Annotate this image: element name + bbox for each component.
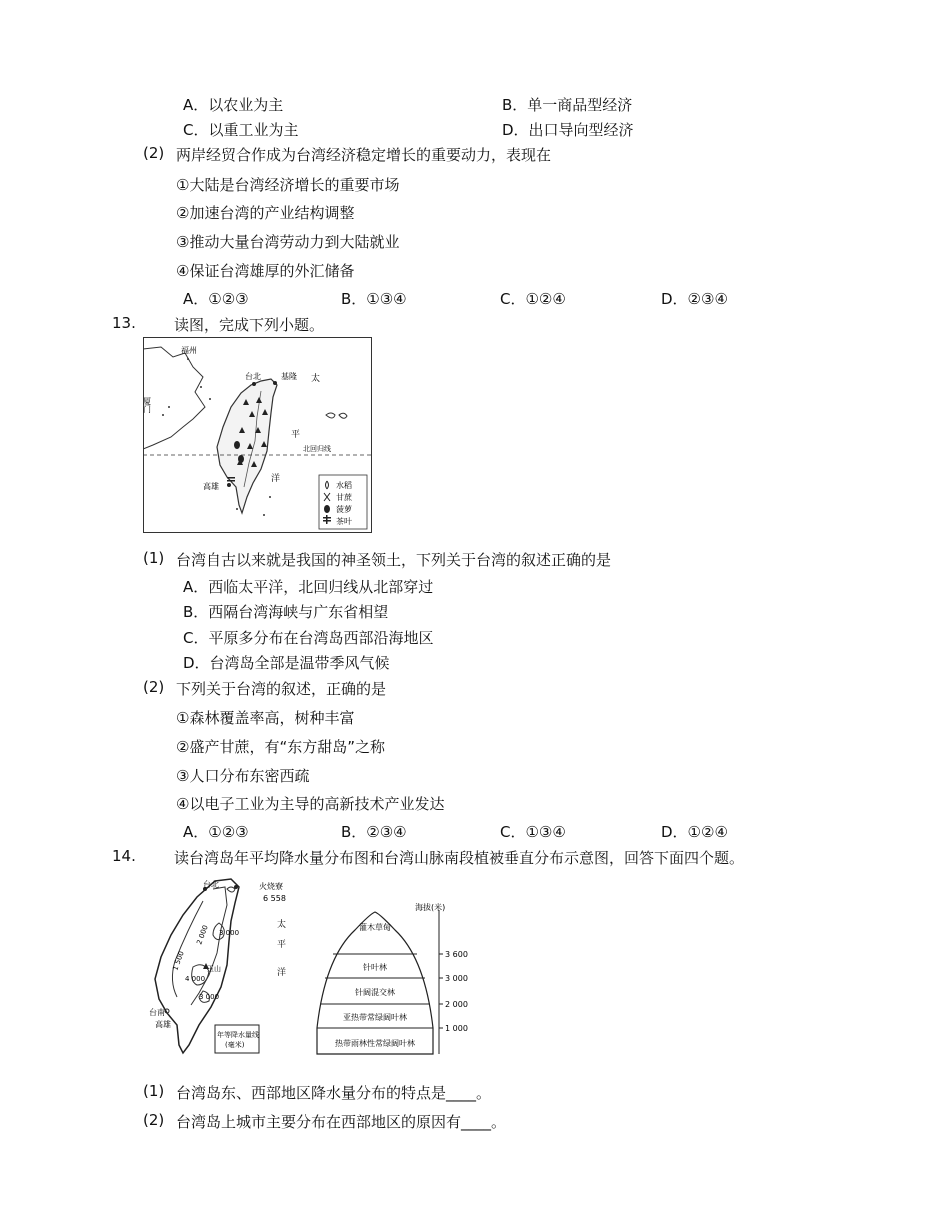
q14-stem: 读台湾岛年平均降水量分布图和台湾山脉南段植被垂直分布示意图，回答下面四个题。 <box>174 849 745 867</box>
legend-tea: 茶叶 <box>336 517 352 526</box>
veg-zone-shrub-meadow: 灌木草甸 <box>359 923 391 932</box>
q14-sub1-stem: 台湾岛东、西部地区降水量分布的特点是____。 <box>176 1084 492 1102</box>
q12-sub2-item-3: ③推动大量台湾劳动力到大陆就业 <box>176 233 400 251</box>
q13-sub1-stem: 台湾自古以来就是我国的神圣领土，下列关于台湾的叙述正确的是 <box>176 551 612 569</box>
precip-label-huoshaoliao: 火烧寮 <box>259 882 283 891</box>
q13-sub2-option-c: C．①③④ <box>500 823 566 841</box>
precip-label-ping: 平 <box>277 940 287 950</box>
vegetation-zone-diagram <box>315 898 480 1058</box>
iso-label-1500: 1 500 <box>171 950 186 972</box>
q12-sub2-option-a: A．①②③ <box>183 290 249 308</box>
q13-sub1-option-a: A．西临太平洋，北回归线从北部穿过 <box>183 578 434 596</box>
q13-sub2-item-2: ②盛产甘蔗，有“东方甜岛”之称 <box>176 738 385 756</box>
q13-sub2-option-b: B．②③④ <box>341 823 407 841</box>
veg-tick-3600: 3 600 <box>445 950 468 959</box>
precip-legend <box>215 1025 259 1053</box>
precip-label-huoshaoliao-value: 6 558 <box>263 894 286 903</box>
q12-sub2-stem: 两岸经贸合作成为台湾经济稳定增长的重要动力，表现在 <box>176 146 552 164</box>
iso-label-2000: 2 000 <box>195 924 210 946</box>
q13-sub1-option-b: B．西隔台湾海峡与广东省相望 <box>183 603 389 621</box>
q13-sub2-item-1: ①森林覆盖率高，树种丰富 <box>176 709 355 727</box>
legend-pineapple: 菠萝 <box>336 505 352 514</box>
q14-number: 14. <box>112 847 136 865</box>
q12-sub2-item-1: ①大陆是台湾经济增长的重要市场 <box>176 176 400 194</box>
q13-number: 13. <box>112 314 136 332</box>
map-label-jilong: 基隆 <box>281 372 297 381</box>
q13-sub1-option-d: D．台湾岛全部是温带季风气候 <box>183 654 390 672</box>
veg-zone-tropical: 热带雨林性常绿阔叶林 <box>335 1039 415 1048</box>
iso-label-4000: 4 000 <box>185 975 206 983</box>
q13-sub1-number: (1) <box>143 549 165 567</box>
precip-label-gaoxiong: 高雄 <box>155 1020 171 1029</box>
precip-label-yushan: 玉山 <box>207 965 221 973</box>
q13-stem: 读图，完成下列小题。 <box>174 316 325 334</box>
q12-option-d: D．出口导向型经济 <box>502 121 634 139</box>
q12-sub2-item-4: ④保证台湾雄厚的外汇储备 <box>176 262 355 280</box>
q13-sub2-number: (2) <box>143 678 165 696</box>
veg-zone-mixed: 针阔混交林 <box>355 988 395 997</box>
legend-rice: 水稻 <box>336 481 352 490</box>
legend-sugarcane: 甘蔗 <box>336 493 352 502</box>
map-label-fuzhou: 福州 <box>181 346 197 355</box>
q12-option-b: B．单一商品型经济 <box>502 96 633 114</box>
q14-sub2-stem: 台湾岛上城市主要分布在西部地区的原因有____。 <box>176 1113 507 1131</box>
veg-tick-2000: 2 000 <box>445 1000 468 1009</box>
veg-tick-3000: 3 000 <box>445 974 468 983</box>
map-label-tai: 太 <box>311 374 321 384</box>
precip-legend-title: 年等降水量线 <box>217 1031 259 1039</box>
map-label-taibei: 台北 <box>245 372 261 381</box>
taiwan-precipitation-map <box>143 875 303 1057</box>
q13-sub2-item-4: ④以电子工业为主导的高新技术产业发达 <box>176 795 445 813</box>
pineapple-icon <box>324 505 330 513</box>
map-label-yang: 洋 <box>271 474 281 484</box>
map-label-xiamen: 厦门 <box>143 397 152 413</box>
q12-sub2-option-b: B．①③④ <box>341 290 407 308</box>
q13-sub1-option-c: C．平原多分布在台湾岛西部沿海地区 <box>183 629 434 647</box>
q12-sub2-number: (2) <box>143 144 165 162</box>
taiwan-crop-map <box>143 337 372 533</box>
map-legend <box>319 475 367 529</box>
iso-label-3000-south: 3 000 <box>199 993 220 1001</box>
veg-axis-title: 海拔(米) <box>415 903 446 912</box>
q13-sub2-option-d: D．①②④ <box>661 823 728 841</box>
q12-sub2-item-2: ②加速台湾的产业结构调整 <box>176 204 355 222</box>
veg-tick-1000: 1 000 <box>445 1024 468 1033</box>
q13-sub2-item-3: ③人口分布东密西疏 <box>176 767 310 785</box>
precip-label-taibei: 台北 <box>203 880 219 889</box>
q12-sub2-option-c: C．①②④ <box>500 290 566 308</box>
map-label-tropic: 北回归线 <box>303 445 331 453</box>
precip-label-yang: 洋 <box>277 968 287 978</box>
q13-sub2-stem: 下列关于台湾的叙述，正确的是 <box>176 680 387 698</box>
q12-sub2-option-d: D．②③④ <box>661 290 728 308</box>
precip-label-tai: 太 <box>277 920 287 930</box>
precip-legend-unit: (毫米) <box>225 1041 245 1049</box>
veg-zone-coniferous: 针叶林 <box>363 963 387 972</box>
q14-sub2-number: (2) <box>143 1111 165 1129</box>
map-label-gaoxiong: 高雄 <box>203 482 219 491</box>
q14-sub1-number: (1) <box>143 1082 165 1100</box>
q13-sub2-option-a: A．①②③ <box>183 823 249 841</box>
iso-label-3000-north: 3 000 <box>219 929 240 937</box>
veg-zone-subtropical: 亚热带常绿阔叶林 <box>343 1013 407 1022</box>
map-label-ping: 平 <box>291 430 301 440</box>
precip-label-tainan: 台南 <box>149 1008 165 1017</box>
q12-option-c: C．以重工业为主 <box>183 121 299 139</box>
q12-option-a: A．以农业为主 <box>183 96 284 114</box>
